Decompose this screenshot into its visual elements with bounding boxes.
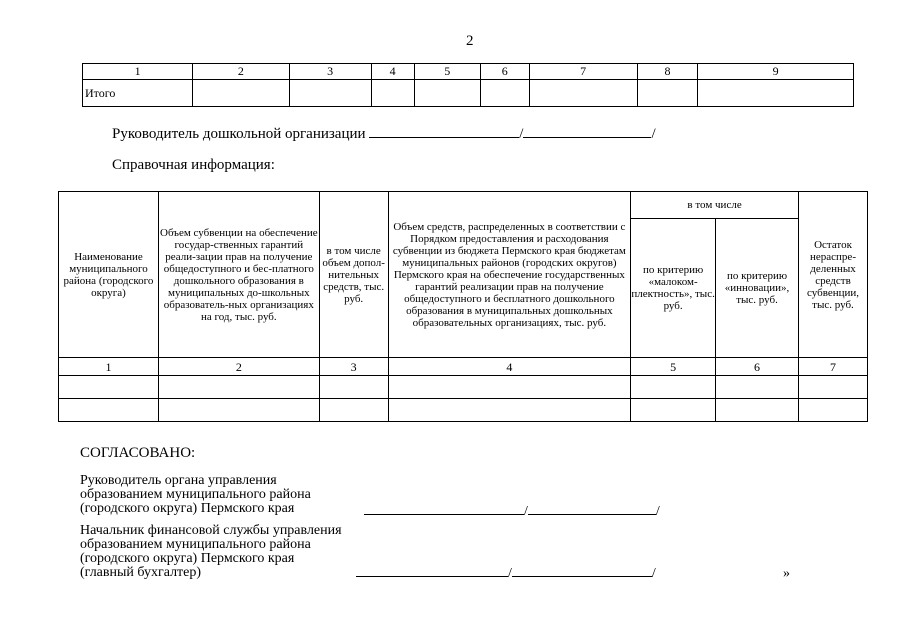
column-numbers-row (59, 358, 868, 376)
column-number: 4 (371, 64, 414, 80)
table-cell (193, 80, 289, 107)
header-group-including: в том числе (631, 192, 799, 219)
column-number: 3 (289, 64, 371, 80)
total-row (83, 80, 854, 107)
table-cell (529, 80, 637, 107)
text-line: образованием муниципального района (80, 487, 311, 502)
education-head-signature (364, 500, 660, 520)
column-number: 2 (193, 64, 289, 80)
reference-title: Справочная информация: (112, 157, 275, 173)
name-blank (528, 500, 656, 515)
header-remainder: Остаток нераспре-деленных средств субвенции, тыс. руб. (799, 192, 868, 358)
table-cell (637, 80, 698, 107)
column-number: 6 (716, 358, 799, 376)
table-cell (289, 80, 371, 107)
column-number: 7 (799, 358, 868, 376)
column-number: 6 (480, 64, 529, 80)
manager-label: Руководитель дошкольной организации (112, 126, 366, 142)
page-number: 2 (466, 33, 474, 49)
column-number: 1 (59, 358, 159, 376)
separator-end: / (651, 126, 656, 142)
totals-table (82, 63, 854, 107)
manager-signature-line (112, 123, 656, 143)
finance-head-block (80, 524, 342, 580)
table-cell (371, 80, 414, 107)
finance-head-signature (356, 562, 656, 582)
header-subvention-volume: Объем субвенции на обеспечение государ-ственных гарантий реали-зации прав на получение общедоступного и бес-платного дошкольного образования в муниципальных до-школьных образователь-ных организациях на год, тыс. руб. (158, 192, 319, 358)
table-cell (388, 399, 631, 422)
table-cell (59, 399, 159, 422)
table-cell (631, 376, 716, 399)
table-cell (799, 376, 868, 399)
column-number: 3 (319, 358, 388, 376)
separator: / (519, 126, 524, 142)
table-cell (158, 376, 319, 399)
column-number: 4 (388, 358, 631, 376)
column-number: 8 (637, 64, 698, 80)
header-district: Наименование муниципального района (городского округа) (59, 192, 159, 358)
header-row-1 (59, 192, 868, 219)
separator-end: / (651, 566, 656, 581)
education-head-block (80, 474, 311, 516)
column-number: 1 (83, 64, 193, 80)
closing-quote: » (783, 566, 790, 581)
table-cell (319, 399, 388, 422)
text-line: (городского округа) Пермского края (80, 501, 295, 516)
header-additional-funds: в том числе объем допол-нительных средств, тыс. руб. (319, 192, 388, 358)
header-innovation-criterion: по критерию «инновации», тыс. руб. (716, 219, 799, 358)
reference-table (58, 191, 868, 422)
table-cell (698, 80, 854, 107)
column-number: 5 (414, 64, 480, 80)
table-row (59, 399, 868, 422)
separator: / (524, 504, 528, 519)
text-line: образованием муниципального района (80, 537, 311, 552)
separator-end: / (655, 504, 660, 519)
table-cell (716, 399, 799, 422)
approval-title: СОГЛАСОВАНО: (80, 445, 196, 461)
column-number: 7 (529, 64, 637, 80)
table-cell (59, 376, 159, 399)
signature-blank (369, 123, 519, 138)
header-distributed-funds: Объем средств, распределенных в соответствии с Порядком предоставления и расходования субвенции из бюджета Пермского края бюджетам муниципальных районов (городских округов) Пермского края на обеспечение государственных гарантий реализации прав на получение общедоступного и бесплатного дошкольного образования в муниципальных дошкольных образовательных организациях, тыс. руб. (388, 192, 631, 358)
table-cell (631, 399, 716, 422)
table-cell (716, 376, 799, 399)
text-line: Начальник финансовой службы управления (80, 523, 342, 538)
signature-blank (356, 562, 508, 577)
text-line: Руководитель органа управления (80, 473, 277, 488)
separator: / (508, 566, 512, 581)
table-cell (799, 399, 868, 422)
table-row (59, 376, 868, 399)
header-small-class-criterion: по критерию «малоком-плектность», тыс. руб. (631, 219, 716, 358)
table-header-row (83, 64, 854, 80)
column-number: 2 (158, 358, 319, 376)
name-blank (523, 123, 651, 138)
table-cell (319, 376, 388, 399)
table-cell (414, 80, 480, 107)
column-number: 9 (698, 64, 854, 80)
name-blank (512, 562, 652, 577)
column-number: 5 (631, 358, 716, 376)
text-line: (городского округа) Пермского края (80, 551, 295, 566)
text-line: (главный бухгалтер) (80, 565, 202, 580)
total-label: Итого (83, 80, 193, 107)
table-cell (388, 376, 631, 399)
table-cell (158, 399, 319, 422)
table-cell (480, 80, 529, 107)
signature-blank (364, 500, 524, 515)
